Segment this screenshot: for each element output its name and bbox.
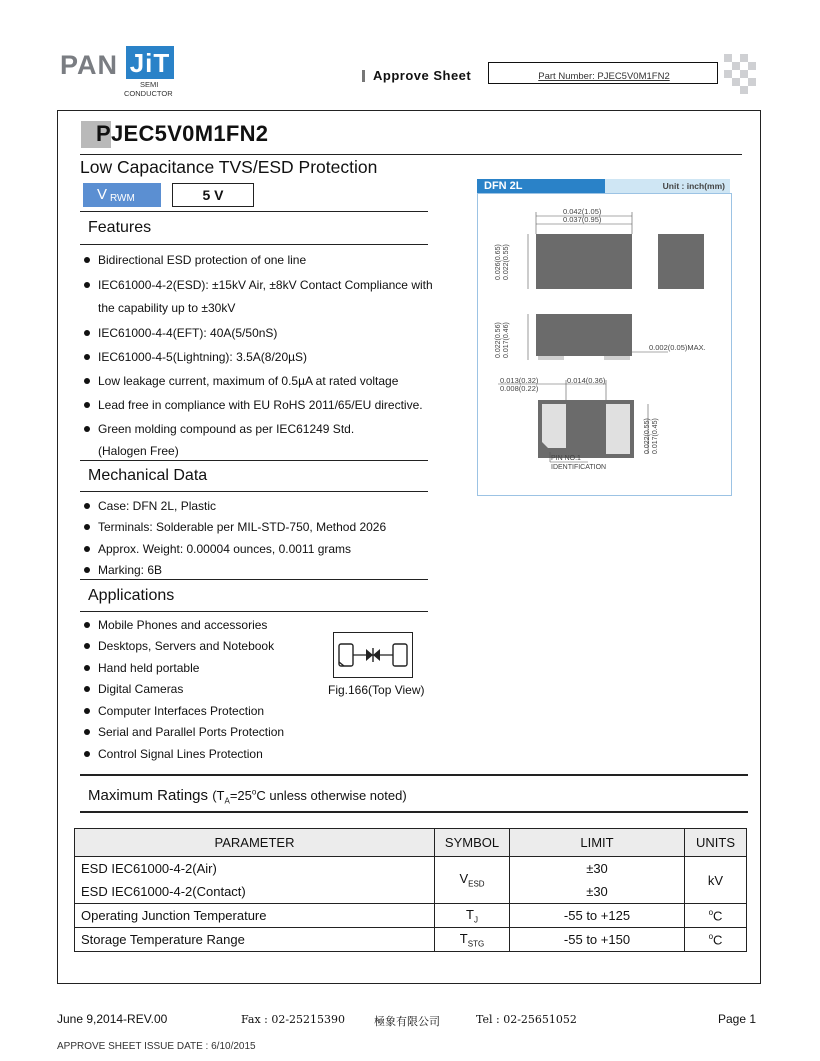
product-subtitle: Low Capacitance TVS/ESD Protection: [80, 157, 378, 177]
dim-flatness: 0.002(0.05)MAX.: [649, 343, 706, 352]
application-item: Computer Interfaces Protection: [98, 704, 265, 718]
limit-tj: -55 to +125: [510, 904, 685, 928]
feature-item: IEC61000-4-2(ESD): ±15kV Air, ±8kV Contact Compliance with: [98, 278, 433, 292]
features-rule-bottom: [80, 244, 428, 245]
mechanical-heading: Mechanical Data: [88, 467, 208, 484]
dim-gap: 0.014(0.36): [567, 376, 606, 385]
mechanical-item: Approx. Weight: 0.00004 ounces, 0.0011 grams: [98, 542, 352, 556]
bullet: [84, 643, 90, 649]
symbol-tj: $T_J$: [435, 904, 510, 928]
dim-width-min: 0.037(0.95): [563, 215, 602, 224]
footer-fax: Fax : 02-25215390: [241, 1013, 346, 1026]
mechanical-item: Terminals: Solderable per MIL-STD-750, Method 2026: [98, 520, 387, 534]
approve-sheet-label: Approve Sheet: [373, 68, 472, 83]
col-limit: LIMIT: [510, 829, 685, 857]
approve-bar: [362, 70, 365, 82]
bullet: [84, 282, 90, 288]
table-row: [75, 904, 747, 928]
dim-side-min: 0.017(0.46): [503, 322, 510, 358]
dim-height-max: 0.026(0.65): [495, 244, 502, 280]
bullet: [84, 257, 90, 263]
footer-date-rev: June 9,2014-REV.00: [57, 1012, 168, 1026]
bullet: [84, 622, 90, 628]
feature-item: the capability up to ±30kV: [98, 301, 236, 315]
bullet: [84, 708, 90, 714]
applications-heading: Applications: [88, 587, 175, 604]
bullet: [84, 354, 90, 360]
pin-label: PIN NO.1: [551, 455, 581, 462]
logo-semi: SEMI: [140, 80, 159, 89]
dim-side-max: 0.022(0.56): [495, 322, 502, 358]
symbol-vesd: $V_{ESD}$: [435, 857, 510, 904]
footer-page: Page 1: [718, 1012, 757, 1026]
bullet: [84, 729, 90, 735]
logo-jit: JiT: [126, 46, 174, 79]
symbol-tstg: $T_{STG}$: [435, 928, 510, 952]
ratings-title: Maximum Ratings: [88, 787, 209, 804]
col-parameter: PARAMETER: [75, 829, 435, 857]
applications-rule-bottom: [80, 611, 428, 612]
ratings-rule-top: [80, 774, 748, 776]
ratings-heading: [88, 787, 407, 806]
package-unit: Unit : inch(mm): [662, 181, 725, 191]
feature-item: IEC61000-4-5(Lightning): 3.5A(8/20µS): [98, 350, 308, 364]
feature-item: (Halogen Free): [98, 444, 179, 458]
bullet: [84, 665, 90, 671]
footer-issue-date: APPROVE SHEET ISSUE DATE : 6/10/2015: [57, 1041, 256, 1052]
pin-identification: IDENTIFICATION: [551, 464, 607, 471]
mechanical-rule-top: [80, 460, 428, 461]
bullet: [84, 378, 90, 384]
bullet: [84, 426, 90, 432]
application-item: Serial and Parallel Ports Protection: [98, 725, 285, 739]
logo-pan: PAN: [60, 50, 119, 80]
bullet: [84, 402, 90, 408]
mechanical-item: Marking: 6B: [98, 563, 163, 577]
table-header-row: [75, 829, 747, 857]
vrwm-v: V: [97, 186, 108, 203]
title-divider: [80, 154, 742, 155]
bullet: [84, 546, 90, 552]
dim-pad-max: 0.013(0.32): [500, 376, 539, 385]
top-view-icon: [333, 632, 413, 678]
feature-item: Bidirectional ESD protection of one line: [98, 253, 307, 267]
part-number: Part Number: PJEC5V0M1FN2: [538, 71, 670, 82]
param-tstg: Storage Temperature Range: [75, 928, 435, 952]
feature-item: IEC61000-4-4(EFT): 40A(5/50nS): [98, 326, 278, 340]
applications-rule-top: [80, 579, 428, 580]
dim-pad-min: 0.008(0.22): [500, 384, 539, 393]
param-tj: Operating Junction Temperature: [75, 904, 435, 928]
unit-tstg: $^o$C: [685, 928, 747, 952]
application-item: Desktops, Servers and Notebook: [98, 639, 275, 653]
package-body-end: [658, 234, 704, 289]
col-symbol: SYMBOL: [435, 829, 510, 857]
feature-item: Lead free in compliance with EU RoHS 2011/65/EU directive.: [98, 398, 423, 412]
feature-item: Green molding compound as per IEC61249 Std.: [98, 422, 355, 436]
vrwm-label: [83, 183, 161, 207]
logo-conductor: CONDUCTOR: [124, 89, 173, 98]
footer-tel: Tel : 02-25651052: [476, 1013, 577, 1026]
application-item: Hand held portable: [98, 661, 200, 675]
table-row: [75, 857, 747, 904]
bullet: [84, 567, 90, 573]
vrwm-value: 5 V: [172, 183, 254, 207]
features-heading: Features: [88, 219, 152, 236]
unit-kv: kV: [685, 857, 747, 904]
bullet: [84, 686, 90, 692]
dim-width-max: 0.042(1.05): [563, 207, 602, 216]
application-item: Digital Cameras: [98, 682, 184, 696]
ratings-rule-bottom: [80, 811, 748, 813]
ratings-table: [74, 828, 747, 952]
features-rule-top: [80, 211, 428, 212]
dim-right-min: 0.017(0.45): [652, 418, 659, 454]
vrwm-sub: RWM: [110, 193, 135, 204]
col-units: UNITS: [685, 829, 747, 857]
dim-height-min: 0.022(0.55): [503, 244, 510, 280]
limit-esd: ±30 ±30: [510, 857, 685, 904]
bullet: [84, 524, 90, 530]
mechanical-rule-bottom: [80, 491, 428, 492]
param-esd: ESD IEC61000-4-2(Air) ESD IEC61000-4-2(Contact): [75, 857, 435, 904]
ratings-condition: ($T_A=25^oC$ unless otherwise noted): [212, 787, 407, 806]
feature-item: Low leakage current, maximum of 0.5µA at rated voltage: [98, 374, 399, 388]
package-body-side: [536, 314, 632, 356]
bullet: [84, 503, 90, 509]
dim-right-max: 0.022(0.55): [644, 418, 651, 454]
package-body-top: [536, 234, 632, 289]
bullet: [84, 751, 90, 757]
mechanical-item: Case: DFN 2L, Plastic: [98, 499, 217, 513]
page-title: PJEC5V0M1FN2: [96, 121, 269, 146]
table-row: [75, 928, 747, 952]
application-item: Mobile Phones and accessories: [98, 618, 268, 632]
footer-company: 極象有限公司: [374, 1016, 440, 1028]
bullet: [84, 330, 90, 336]
figure-caption: Fig.166(Top View): [328, 683, 425, 697]
limit-tstg: -55 to +150: [510, 928, 685, 952]
package-name: DFN 2L: [484, 180, 523, 192]
application-item: Control Signal Lines Protection: [98, 747, 263, 761]
unit-tj: $^o$C: [685, 904, 747, 928]
